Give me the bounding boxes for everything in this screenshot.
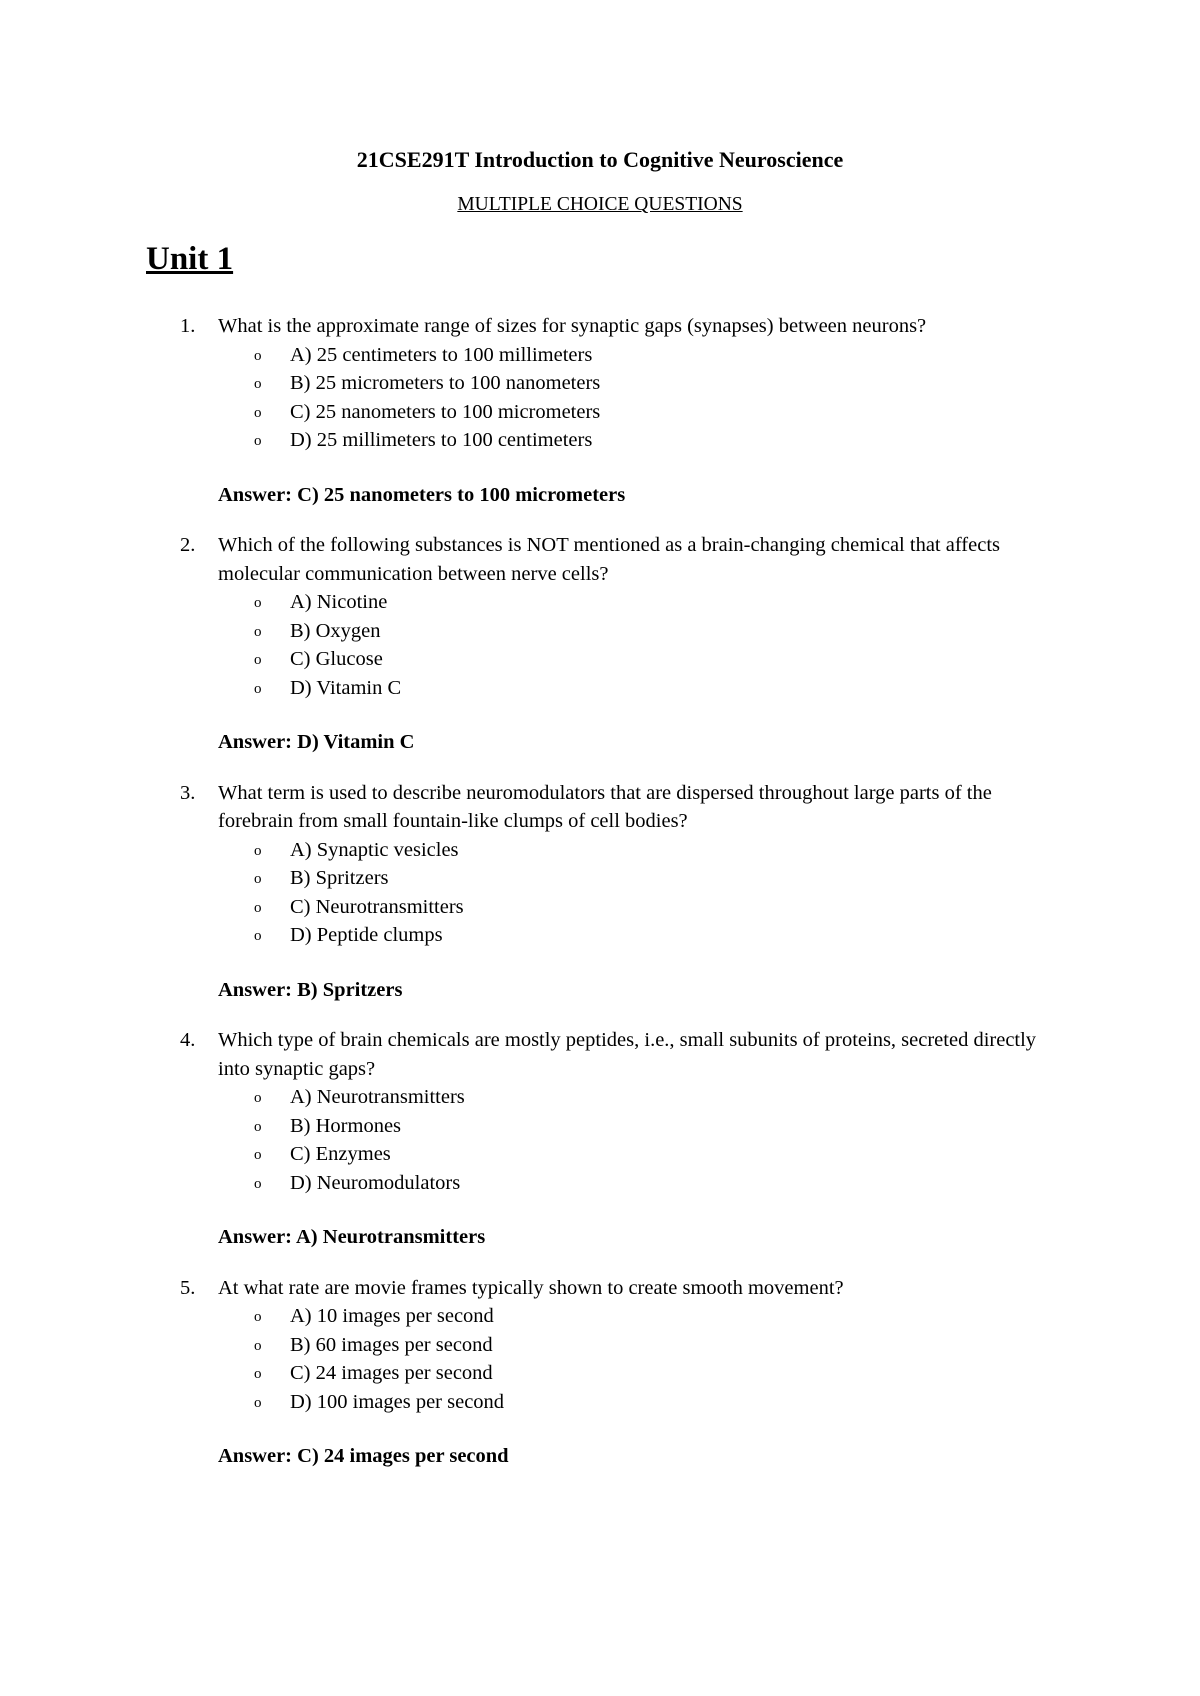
option-list	[0, 1083, 1200, 1197]
option-text: A) Synaptic vesicles	[290, 838, 459, 861]
option-text: B) 25 micrometers to 100 nanometers	[290, 372, 601, 394]
bullet-icon: o	[254, 1366, 262, 1382]
document-title: 21CSE291T Introduction to Cognitive Neuroscience	[356, 147, 844, 172]
option-item	[0, 588, 1200, 617]
question-1	[0, 312, 1200, 509]
bullet-icon: o	[254, 680, 262, 697]
option-text: C) Neurotransmitters	[290, 895, 464, 918]
question-list	[0, 312, 1200, 1493]
question-3	[0, 779, 1200, 1005]
option-text: B) 60 images per second	[290, 1333, 493, 1356]
bullet-icon: o	[254, 1394, 262, 1411]
option-item	[0, 398, 1200, 427]
question-number: 2.	[180, 534, 196, 556]
bullet-icon: o	[254, 1147, 262, 1163]
option-item	[0, 1169, 1200, 1198]
option-item	[0, 1112, 1200, 1141]
question-row	[0, 312, 1200, 341]
answer-text: Answer: C) 25 nanometers to 100 micrometers	[218, 483, 626, 506]
bullet-icon: o	[254, 1309, 262, 1325]
option-text: C) 25 nanometers to 100 micrometers	[290, 400, 601, 423]
option-text: A) Nicotine	[290, 591, 388, 613]
option-text: D) Neuromodulators	[290, 1171, 461, 1194]
answer-text: Answer: B) Spritzers	[218, 978, 403, 1001]
option-item	[0, 1388, 1200, 1417]
question-number: 1.	[180, 315, 196, 337]
option-text: D) 25 millimeters to 100 centimeters	[290, 429, 593, 451]
bullet-icon: o	[254, 652, 262, 668]
bullet-icon: o	[254, 928, 262, 944]
bullet-icon: o	[254, 1090, 262, 1106]
option-item	[0, 617, 1200, 646]
option-list	[0, 341, 1200, 455]
question-row	[0, 779, 1200, 836]
bullet-icon: o	[254, 871, 262, 887]
option-item	[0, 674, 1200, 703]
answer-text: Answer: A) Neurotransmitters	[218, 1226, 486, 1248]
question-2	[0, 531, 1200, 757]
answer-text: Answer: C) 24 images per second	[218, 1445, 509, 1467]
bullet-icon: o	[254, 1337, 262, 1354]
bullet-icon: o	[254, 1175, 262, 1192]
question-number: 3.	[180, 781, 196, 804]
option-text: A) Neurotransmitters	[290, 1086, 465, 1108]
option-item	[0, 836, 1200, 865]
option-text: A) 25 centimeters to 100 millimeters	[290, 343, 593, 366]
bullet-icon: o	[254, 1118, 262, 1135]
bullet-icon: o	[254, 347, 262, 364]
option-text: D) Peptide clumps	[290, 924, 443, 946]
option-item	[0, 1359, 1200, 1388]
document-subtitle: MULTIPLE CHOICE QUESTIONS	[457, 194, 743, 215]
question-text: What term is used to describe neuromodulators that are dispersed throughout large parts of the forebrain from small fountain-like clumps of cell bodies?	[218, 781, 992, 832]
option-item	[0, 1083, 1200, 1112]
option-item	[0, 921, 1200, 950]
option-item	[0, 893, 1200, 922]
option-item	[0, 1140, 1200, 1169]
option-text: C) Enzymes	[290, 1143, 391, 1165]
question-number: 5.	[180, 1276, 196, 1299]
option-text: B) Oxygen	[290, 619, 381, 642]
bullet-icon: o	[254, 595, 262, 611]
question-row	[0, 1026, 1200, 1083]
question-number: 4.	[180, 1029, 196, 1051]
option-list	[0, 1302, 1200, 1416]
option-text: D) Vitamin C	[290, 676, 402, 699]
option-text: B) Spritzers	[290, 867, 389, 889]
question-text: What is the approximate range of sizes for synaptic gaps (synapses) between neurons?	[218, 315, 927, 337]
option-item	[0, 341, 1200, 370]
option-text: D) 100 images per second	[290, 1390, 505, 1413]
option-item	[0, 864, 1200, 893]
answer-text: Answer: D) Vitamin C	[218, 731, 415, 753]
question-text: Which type of brain chemicals are mostly peptides, i.e., small subunits of proteins, secreted directly into synaptic gaps?	[218, 1029, 1037, 1080]
option-text: A) 10 images per second	[290, 1305, 494, 1327]
option-text: C) 24 images per second	[290, 1362, 493, 1384]
question-row	[0, 531, 1200, 588]
unit-heading: Unit 1	[146, 241, 234, 277]
question-text: Which of the following substances is NOT mentioned as a brain-changing chemical that affects molecular communication between nerve cells?	[218, 534, 1000, 585]
option-text: C) Glucose	[290, 648, 383, 670]
bullet-icon: o	[254, 842, 262, 859]
question-text: At what rate are movie frames typically shown to create smooth movement?	[218, 1276, 844, 1299]
bullet-icon: o	[254, 623, 262, 640]
option-item	[0, 426, 1200, 455]
bullet-icon: o	[254, 899, 262, 916]
option-item	[0, 369, 1200, 398]
option-item	[0, 1302, 1200, 1331]
option-item	[0, 645, 1200, 674]
question-4	[0, 1026, 1200, 1252]
bullet-icon: o	[254, 376, 262, 392]
question-5	[0, 1274, 1200, 1471]
bullet-icon: o	[254, 433, 262, 449]
question-row	[0, 1274, 1200, 1303]
option-text: B) Hormones	[290, 1114, 402, 1137]
option-item	[0, 1331, 1200, 1360]
option-list	[0, 836, 1200, 950]
option-list	[0, 588, 1200, 702]
bullet-icon: o	[254, 404, 262, 421]
